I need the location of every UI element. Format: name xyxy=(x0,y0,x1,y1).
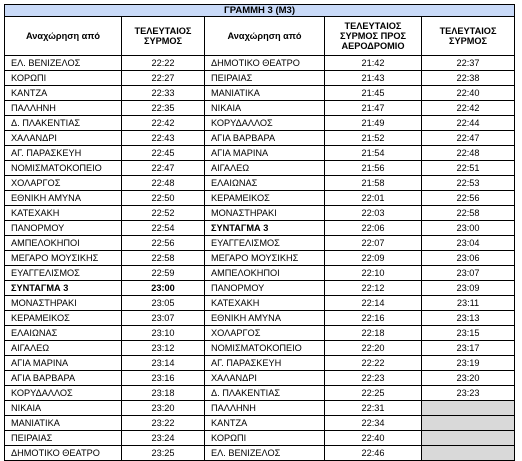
last-train-b-cell: 22:53 xyxy=(422,176,515,191)
last-train-b-cell: 22:51 xyxy=(422,161,515,176)
last-train-b-cell: 23:06 xyxy=(422,251,515,266)
station-a-cell: ΝΟΜΙΣΜΑΤΟΚΟΠΕΙΟ xyxy=(5,161,122,176)
station-a-cell: ΕΘΝΙΚΗ ΑΜΥΝΑ xyxy=(5,191,122,206)
table-row xyxy=(5,266,515,281)
table-row xyxy=(5,356,515,371)
last-train-a-cell: 23:20 xyxy=(122,401,205,416)
table-row xyxy=(5,296,515,311)
last-train-airport-cell: 22:23 xyxy=(325,371,422,386)
station-b-cell: ΚΟΡΥΔΑΛΛΟΣ xyxy=(205,116,325,131)
last-train-a-cell: 23:24 xyxy=(122,431,205,446)
station-b-cell: ΑΓΙΑ ΜΑΡΙΝΑ xyxy=(205,146,325,161)
last-train-b-cell xyxy=(422,416,515,431)
station-b-cell: ΚΑΤΕΧΑΚΗ xyxy=(205,296,325,311)
last-train-airport-cell: 21:54 xyxy=(325,146,422,161)
timetable xyxy=(4,4,515,461)
last-train-b-cell: 23:09 xyxy=(422,281,515,296)
last-train-airport-cell: 22:06 xyxy=(325,221,422,236)
last-train-b-cell: 23:13 xyxy=(422,311,515,326)
last-train-airport-cell: 21:42 xyxy=(325,56,422,71)
table-row xyxy=(5,161,515,176)
last-train-airport-cell: 21:43 xyxy=(325,71,422,86)
table-row xyxy=(5,221,515,236)
table-row xyxy=(5,431,515,446)
station-b-cell: ΜΕΓΑΡΟ ΜΟΥΣΙΚΗΣ xyxy=(205,251,325,266)
table-row xyxy=(5,146,515,161)
station-a-cell: ΚΕΡΑΜΕΙΚΟΣ xyxy=(5,311,122,326)
station-a-cell: ΑΓ. ΠΑΡΑΣΚΕΥΗ xyxy=(5,146,122,161)
station-a-cell: ΚΑΝΤΖΑ xyxy=(5,86,122,101)
last-train-airport-cell: 21:56 xyxy=(325,161,422,176)
last-train-b-cell: 22:48 xyxy=(422,146,515,161)
station-b-cell: ΚΑΝΤΖΑ xyxy=(205,416,325,431)
station-a-cell: ΑΓΙΑ ΒΑΡΒΑΡΑ xyxy=(5,371,122,386)
station-a-cell: ΧΟΛΑΡΓΟΣ xyxy=(5,176,122,191)
last-train-a-cell: 23:10 xyxy=(122,326,205,341)
station-b-cell: ΕΛ. ΒΕΝΙΖΕΛΟΣ xyxy=(205,446,325,461)
station-a-cell: ΧΑΛΑΝΔΡΙ xyxy=(5,131,122,146)
last-train-a-cell: 23:16 xyxy=(122,371,205,386)
last-train-airport-cell: 22:40 xyxy=(325,431,422,446)
station-b-cell: ΠΑΝΟΡΜΟΥ xyxy=(205,281,325,296)
table-row xyxy=(5,176,515,191)
last-train-b-cell: 23:23 xyxy=(422,386,515,401)
table-row xyxy=(5,371,515,386)
table-row xyxy=(5,446,515,461)
last-train-a-cell: 22:54 xyxy=(122,221,205,236)
table-row xyxy=(5,341,515,356)
last-train-airport-cell: 21:58 xyxy=(325,176,422,191)
last-train-a-cell: 23:22 xyxy=(122,416,205,431)
table-row xyxy=(5,401,515,416)
last-train-airport-cell: 22:31 xyxy=(325,401,422,416)
last-train-b-cell: 22:44 xyxy=(422,116,515,131)
table-row xyxy=(5,131,515,146)
last-train-a-cell: 22:22 xyxy=(122,56,205,71)
station-a-cell: ΚΟΡΩΠΙ xyxy=(5,71,122,86)
station-b-cell: ΧΟΛΑΡΓΟΣ xyxy=(205,326,325,341)
table-row xyxy=(5,191,515,206)
last-train-b-cell: 22:42 xyxy=(422,101,515,116)
last-train-a-cell: 23:14 xyxy=(122,356,205,371)
last-train-airport-cell: 22:18 xyxy=(325,326,422,341)
station-a-cell: ΚΑΤΕΧΑΚΗ xyxy=(5,206,122,221)
station-b-cell: ΝΟΜΙΣΜΑΤΟΚΟΠΕΙΟ xyxy=(205,341,325,356)
last-train-b-cell: 23:11 xyxy=(422,296,515,311)
table-row xyxy=(5,86,515,101)
last-train-a-cell: 22:59 xyxy=(122,266,205,281)
last-train-b-cell: 22:58 xyxy=(422,206,515,221)
table-title: ΓΡΑΜΜΗ 3 (Μ3) xyxy=(5,5,515,17)
station-a-cell: ΚΟΡΥΔΑΛΛΟΣ xyxy=(5,386,122,401)
last-train-b-cell: 22:38 xyxy=(422,71,515,86)
last-train-b-cell xyxy=(422,431,515,446)
table-row xyxy=(5,116,515,131)
last-train-airport-cell: 22:10 xyxy=(325,266,422,281)
table-row xyxy=(5,416,515,431)
station-a-cell: Δ. ΠΛΑΚΕΝΤΙΑΣ xyxy=(5,116,122,131)
station-a-cell: ΕΥΑΓΓΕΛΙΣΜΟΣ xyxy=(5,266,122,281)
last-train-a-cell: 22:58 xyxy=(122,251,205,266)
last-train-b-cell: 23:00 xyxy=(422,221,515,236)
last-train-a-cell: 22:27 xyxy=(122,71,205,86)
last-train-a-cell: 22:56 xyxy=(122,236,205,251)
station-a-cell: ΑΙΓΑΛΕΩ xyxy=(5,341,122,356)
last-train-b-cell: 23:15 xyxy=(422,326,515,341)
station-b-cell: ΕΘΝΙΚΗ ΑΜΥΝΑ xyxy=(205,311,325,326)
last-train-a-cell: 22:47 xyxy=(122,161,205,176)
timetable-body xyxy=(5,56,515,461)
table-row xyxy=(5,101,515,116)
last-train-b-cell: 23:04 xyxy=(422,236,515,251)
table-row xyxy=(5,386,515,401)
last-train-b-cell: 22:47 xyxy=(422,131,515,146)
last-train-airport-cell: 22:14 xyxy=(325,296,422,311)
last-train-airport-cell: 22:46 xyxy=(325,446,422,461)
station-b-cell: ΠΑΛΛΗΝΗ xyxy=(205,401,325,416)
station-b-cell: ΑΙΓΑΛΕΩ xyxy=(205,161,325,176)
station-b-cell: ΚΟΡΩΠΙ xyxy=(205,431,325,446)
station-a-cell: ΜΑΝΙΑΤΙΚΑ xyxy=(5,416,122,431)
last-train-b-cell: 23:20 xyxy=(422,371,515,386)
header-last-train-a: ΤΕΛΕΥΤΑΙΟΣ ΣΥΡΜΟΣ xyxy=(122,17,205,56)
station-a-cell: ΠΕΙΡΑΙΑΣ xyxy=(5,431,122,446)
table-row xyxy=(5,326,515,341)
last-train-airport-cell: 21:45 xyxy=(325,86,422,101)
last-train-airport-cell: 22:22 xyxy=(325,356,422,371)
last-train-airport-cell: 21:49 xyxy=(325,116,422,131)
last-train-airport-cell: 22:25 xyxy=(325,386,422,401)
last-train-a-cell: 22:50 xyxy=(122,191,205,206)
station-a-cell: ΠΑΝΟΡΜΟΥ xyxy=(5,221,122,236)
last-train-a-cell: 22:48 xyxy=(122,176,205,191)
station-a-cell: ΕΛ. ΒΕΝΙΖΕΛΟΣ xyxy=(5,56,122,71)
station-a-cell: ΣΥΝΤΑΓΜΑ 3 xyxy=(5,281,122,296)
header-departure-from-b: Αναχώρηση από xyxy=(205,17,325,56)
header-last-train-airport: ΤΕΛΕΥΤΑΙΟΣ ΣΥΡΜΟΣ ΠΡΟΣ ΑΕΡΟΔΡΟΜΙΟ xyxy=(325,17,422,56)
station-b-cell: ΕΛΑΙΩΝΑΣ xyxy=(205,176,325,191)
table-row xyxy=(5,281,515,296)
last-train-a-cell: 23:00 xyxy=(122,281,205,296)
last-train-airport-cell: 22:03 xyxy=(325,206,422,221)
station-b-cell: ΜΟΝΑΣΤΗΡΑΚΙ xyxy=(205,206,325,221)
station-b-cell: ΣΥΝΤΑΓΜΑ 3 xyxy=(205,221,325,236)
last-train-a-cell: 22:35 xyxy=(122,101,205,116)
last-train-a-cell: 23:12 xyxy=(122,341,205,356)
table-row xyxy=(5,206,515,221)
last-train-b-cell: 22:37 xyxy=(422,56,515,71)
last-train-b-cell: 22:56 xyxy=(422,191,515,206)
last-train-b-cell: 23:07 xyxy=(422,266,515,281)
station-a-cell: ΔΗΜΟΤΙΚΟ ΘΕΑΤΡΟ xyxy=(5,446,122,461)
station-b-cell: ΧΑΛΑΝΔΡΙ xyxy=(205,371,325,386)
last-train-airport-cell: 22:12 xyxy=(325,281,422,296)
table-row xyxy=(5,71,515,86)
last-train-a-cell: 23:07 xyxy=(122,311,205,326)
last-train-b-cell xyxy=(422,446,515,461)
station-b-cell: ΝΙΚΑΙΑ xyxy=(205,101,325,116)
station-a-cell: ΝΙΚΑΙΑ xyxy=(5,401,122,416)
last-train-airport-cell: 22:16 xyxy=(325,311,422,326)
last-train-airport-cell: 21:52 xyxy=(325,131,422,146)
last-train-b-cell: 23:19 xyxy=(422,356,515,371)
last-train-airport-cell: 22:34 xyxy=(325,416,422,431)
last-train-a-cell: 23:05 xyxy=(122,296,205,311)
station-b-cell: ΜΑΝΙΑΤΙΚΑ xyxy=(205,86,325,101)
station-b-cell: ΕΥΑΓΓΕΛΙΣΜΟΣ xyxy=(205,236,325,251)
table-row xyxy=(5,251,515,266)
header-last-train-b: ΤΕΛΕΥΤΑΙΟΣ ΣΥΡΜΟΣ xyxy=(422,17,515,56)
station-b-cell: ΠΕΙΡΑΙΑΣ xyxy=(205,71,325,86)
station-b-cell: ΔΗΜΟΤΙΚΟ ΘΕΑΤΡΟ xyxy=(205,56,325,71)
station-b-cell: Δ. ΠΛΑΚΕΝΤΙΑΣ xyxy=(205,386,325,401)
last-train-a-cell: 22:33 xyxy=(122,86,205,101)
station-a-cell: ΑΜΠΕΛΟΚΗΠΟΙ xyxy=(5,236,122,251)
station-b-cell: ΑΓΙΑ ΒΑΡΒΑΡΑ xyxy=(205,131,325,146)
header-departure-from-a: Αναχώρηση από xyxy=(5,17,122,56)
last-train-airport-cell: 22:20 xyxy=(325,341,422,356)
table-row xyxy=(5,236,515,251)
last-train-a-cell: 22:45 xyxy=(122,146,205,161)
last-train-airport-cell: 22:07 xyxy=(325,236,422,251)
last-train-a-cell: 23:25 xyxy=(122,446,205,461)
station-a-cell: ΠΑΛΛΗΝΗ xyxy=(5,101,122,116)
last-train-airport-cell: 22:09 xyxy=(325,251,422,266)
station-a-cell: ΜΟΝΑΣΤΗΡΑΚΙ xyxy=(5,296,122,311)
last-train-airport-cell: 22:01 xyxy=(325,191,422,206)
station-a-cell: ΜΕΓΑΡΟ ΜΟΥΣΙΚΗΣ xyxy=(5,251,122,266)
last-train-airport-cell: 21:47 xyxy=(325,101,422,116)
table-row xyxy=(5,56,515,71)
last-train-b-cell: 23:17 xyxy=(422,341,515,356)
station-b-cell: ΚΕΡΑΜΕΙΚΟΣ xyxy=(205,191,325,206)
station-b-cell: ΑΜΠΕΛΟΚΗΠΟΙ xyxy=(205,266,325,281)
last-train-a-cell: 22:42 xyxy=(122,116,205,131)
station-a-cell: ΕΛΑΙΩΝΑΣ xyxy=(5,326,122,341)
last-train-a-cell: 23:18 xyxy=(122,386,205,401)
last-train-a-cell: 22:52 xyxy=(122,206,205,221)
last-train-b-cell: 22:40 xyxy=(422,86,515,101)
table-row xyxy=(5,311,515,326)
station-a-cell: ΑΓΙΑ ΜΑΡΙΝΑ xyxy=(5,356,122,371)
last-train-b-cell xyxy=(422,401,515,416)
station-b-cell: ΑΓ. ΠΑΡΑΣΚΕΥΗ xyxy=(205,356,325,371)
last-train-a-cell: 22:43 xyxy=(122,131,205,146)
